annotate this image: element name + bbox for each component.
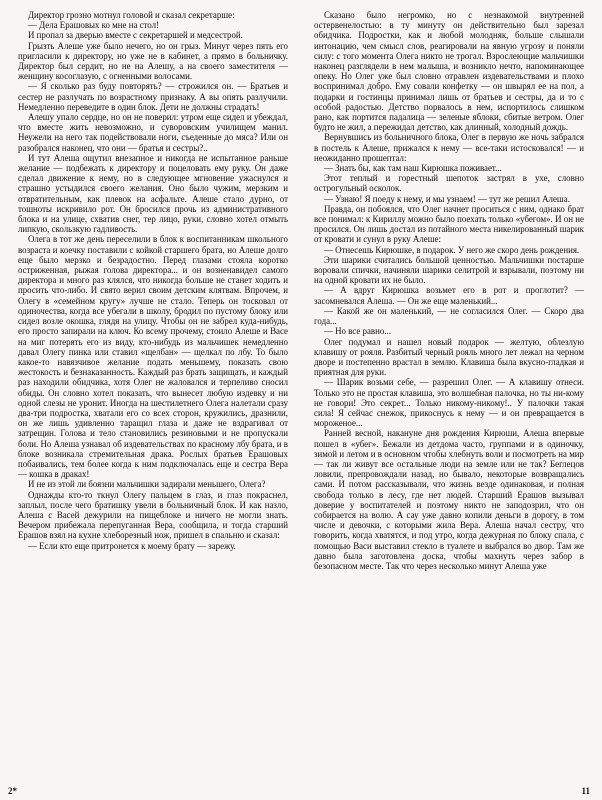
paragraph: Правда, он побоялся, что Олег начнет проситься с ним, однако брат все понимал: к Кириллу можно было поехать только «убегом». И он не просился. Он лишь достал из потайного места никелированный шарик от кровати и сунул в руку Алеше: <box>314 203 584 245</box>
paragraph: Директор грозно мотнул головой и сказал секретарше: <box>28 10 235 20</box>
paragraph: Ранней весной, накануне дня рождения Кирюши, Алеша впервые пошел в «убег». Бежали из детдома часто, группами и в одиночку, зимой и летом и в основном чтобы хлебнуть воли и посмотреть на мир — так ли живут все остальные люди на земле или не так? Беглецов ловили, препровождали назад, но бывало, некоторые возвращались сами. И потом рассказывали, что жизнь везде одинаковая, и полная свобода только в лесу, где нет людей. Старший Ерашов вызывал доверие у воспитателей и поэтому никто не заподозрил, что он собирается на волю. А сау уже давно копили деньги в дорогу, в том числе и девочки, с которыми жила Вера. Алеша начал сестру, что говорить, когда хватятся, и под утро, когда дежурная по блоку спала, с помощью Васи выставил стекло в туалете и выбрался во двор. Там же давно была заготовлена доска, чтобы махнуть через забор в безопасном месте. Так что через несколько минут Алеша уже <box>314 428 584 571</box>
paragraph: Эти шарики считались большой ценностью. Мальчишки постарше воровали спички, начиняли шарики селитрой и взрывали, поэтому ни на одной кровати их не было. <box>314 254 584 286</box>
paragraph: — Если кто еще притронется к моему брату — зарежу. <box>28 540 236 551</box>
paragraph: И пропал за дверью вместе с секретаршей и медсестрой. <box>28 30 243 41</box>
paragraph: — Но все равно... <box>324 326 391 337</box>
paragraph: Олега в тот же день переселили в блок к воспитанникам школьного возраста и коечку поставили с койкой старшего брата, но Алеше долго еще было мерзко и безрадостно. Перед глазами стояла коротко остриженная, рыжая голова директора... и он возненавидел самого директора и много раз клялся, что никогда больше не станет ходить и просить что-либо. И свято верил своим детским клятвам. Впрочем, и Олегу в «семейном кругу» лучше не стало. Теперь он тосковал от одиночества, когда все убегали в школу, бродил по пустому блоку или сидел возле окошка, глядя на улицу. Чтобы он не забрел куда-нибудь, его просто запирали на ключ. Ко всему прочему, стоило Алеше и Васе на миг потерять его из виду, кто-нибудь из мальчишек немедленно давал Олегу пинка или ставил «щелбан» — щелкал по лбу. То было какое-то навязчивое желание подать меньшему, показать свою жестокость и безнаказанность. Каждый раз брать защищать, и каждый раз находили обидчика, хотя Олег не жаловался и терпеливо сносил обиды. Он словно хотел показать, что вынесет любую издевку и ни одной слезы не уронит. Иногда на шестилетнего Олега налетали сразу два-три подростка, хватали его со всех сторон, кружились, дразнили, он же лишь удивленно таращил глаза и даже не вздрагивал от затрещин. Голова и тело становились резиновыми и не пропускали боли. Но Алеша узнавал об издевательствах по красному лбу брата, и в блоке возникала стремительная драка. Рослых братьев Ерашовых побаивались, тем более когда к ним подключалась еще и сестра Вера — кошка в драках! <box>18 234 288 480</box>
paragraph: — Шарик возьми себе, — разрешил Олег. — А клавишу отнеси. Только это не простая клавиша, это волшебная палочка, но ты ни-кому не говори! Это секрет... Только никому-никому!.. У палочки такая сила! Я сейчас снежок, прикоснусь к нему — и он превращается в мороженое... <box>314 377 584 429</box>
paragraph: — Я сколько раз буду повторять? — строжился он. — Братьев и сестер не разлучать по возрастному признаку. А вы опять разлучили. Немедленно переведите в один блок. Дети не должны страдать! <box>18 81 288 112</box>
paragraph: Алешу упало сердце, но он не поверил: утром еще сидел и убеждал, что вместе жить невозможно, и суворовским училищем манил. Неужели на него так подействовали ноги, съеденные до мяса? Или он разобрался наконец, что они — братья и сестры?.. <box>18 112 288 153</box>
paragraph: Однажды кто-то ткнул Олегу пальцем в глаз, и глаз покраснел, заплыл, после чего братишку увели в больничный блок. И как назло, Алеша с Васей дежурили на пищеблоке и ничего не могли знать. Вечером прибежала перепуганная Вера, сообщила, и тогда старший Ерашов взял на кухне хлеборезный нож, пришел в спальню и сказал: <box>18 489 288 541</box>
paragraph: — Отнесешь Кирюшке, в подарок. У него же скоро день рождения. <box>324 244 580 255</box>
signature-mark: 2* <box>8 786 17 796</box>
paragraph: — Какой же он маленький, — не согласился Олег. — Скоро два года... <box>314 305 584 327</box>
page-number: 11 <box>581 786 590 796</box>
paragraph: И не из этой ли боязни мальчишки задирали меньшего, Олега? <box>28 479 266 490</box>
paragraph: — Узнаю! Я поеду к нему, и мы узнаем! — тут же решил Алеша. <box>324 193 570 204</box>
paragraph: И тут Алеша ощутил внезапное и никогда не испытанное раньше желание — подбежать к директору и поцеловать ему руку. Он даже сделал движение к нему, но в следующее мгновение ужаснулся и страшно устыдился своего желания. Оно было чужим, мерзким и отвратительным, как плевок на асфальте. Алеше стало дурно, от тошноты искривило рот. Он бросился прочь из административного блока и на улице, схватив снег, тер лицо, руки, словно хотел отмыть липкую, скользкую гадливость. <box>18 152 288 235</box>
paragraph: Этот теплый и горестный шепоток застрял в ухе, словно острогульный осколок. <box>314 173 584 194</box>
left-text-column <box>18 10 288 778</box>
paragraph: — Дела Ерашовых ко мне на стол! <box>28 20 160 31</box>
right-text-column <box>314 10 584 778</box>
paragraph: Грызть Алеше уже было нечего, но он грыз. Минут через пять его пригласили к директору, но уже не в кабинет, а прямо в больничку. Директор был сердит, но не на Алешу, а на своего заместителя — женщину косоглазую, с огненными волосами. <box>18 40 288 82</box>
paragraph: — Знать бы, как там наш Кирюшка поживает... <box>324 163 502 174</box>
document-page <box>18 10 584 780</box>
paragraph: Вернувшись из больничного блока, Олег в первую же ночь забрался в постель к Алеше, прижался к нему — все-таки истосковался! — и неожиданно прошептал: <box>314 132 584 163</box>
paragraph: — А вдруг Кирюшка возьмет его в рот и проглотит? — засомневался Алеша. — Он же еще маленький... <box>314 285 584 306</box>
paragraph: Сказано было негромко, но с незнакомой внутренней остервенелостью: в ту минуту он действительно был зарезал обидчика. Подростки, как и любой молодняк, больше слышали интонацию, чем смысл слов, реагировали на явную угрозу и поняли силу: с того момента Олега никто не трогал. Взрослеющие мальчишки наконец разглядели в нем малыша, и возникло нечто, напоминающее опеку. Но Олег уже был словно отравлен издевательствами и плохо воспринимал добро. Ему совали конфетку — он швырял ее на пол, а подарки и гостинцы принимал лишь от братьев и сестры, да и то с особой радостью. Детство порвалось в нем, испортилось слишком рано, как портится падалица — зеленые яблоки, сбитые ветром. Олег будто не жил, а пережидал детство, как длинный, холодный дождь. <box>314 10 584 133</box>
paragraph: Олег подумал и нашел новый подарок — желтую, облезлую клавишу от рояля. Разбитый черный рояль много лет лежал на черном дворе и постепенно врастал в землю. Клавиша была вкусно-гладкая и приятная для руки. <box>314 336 584 378</box>
